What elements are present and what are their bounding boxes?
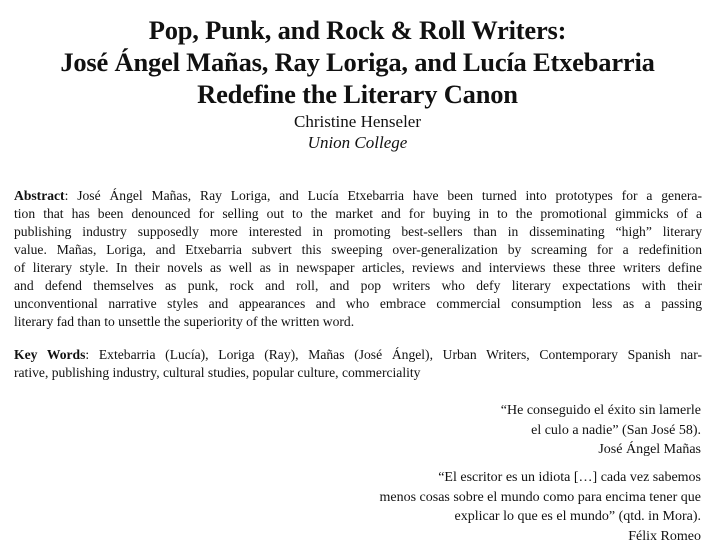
keywords-paragraph [14,346,702,382]
abstract-paragraph [14,187,702,331]
author-name: Christine Henseler [294,112,421,131]
abstract-label: Abstract [14,188,65,203]
author-affiliation: Union College [307,133,408,152]
epigraph-1-line-2: el culo a nadie” (San José 58). [531,422,701,438]
keywords-label: Key Words [14,347,86,362]
epigraph-2 [379,468,701,546]
abstract-line-1 [14,187,702,205]
epigraph-2-attribution: Félix Romeo [628,528,701,544]
title-line-3: Redefine the Literary Canon [197,79,518,109]
abstract-line-1-text: : José Ángel Mañas, Ray Loriga, and Lucía Etxebarria have been turned into prototypes for a genera- [64,188,702,203]
abstract-line-7: unconventional narrative styles and appearances and who embrace commercial consumption less as a passing [14,296,702,311]
abstract-line-3: publishing industry supposedly more interested in promoting best-sellers than in disseminating “high” literary [14,224,702,239]
epigraph-2-line-1: “El escritor es un idiota […] cada vez sabemos [438,470,701,485]
keywords-line-2: rative, publishing industry, cultural studies, popular culture, commerciality [14,365,421,380]
epigraph-1-line-1: “He conseguido el éxito sin lamerle [500,403,701,418]
epigraph-2-line-2: menos cosas sobre el mundo como para encima tener que [379,489,701,505]
epigraph-1-attribution: José Ángel Mañas [598,442,701,457]
keywords-line-1 [14,346,702,364]
title-line-2: José Ángel Mañas, Ray Loriga, and Lucía Etxebarria [60,47,655,77]
abstract-line-2: tion that has been denounced for selling out to the market and for buying in to the promotional gimmicks of a [14,206,702,221]
abstract-line-6: and defend themselves as punk, rock and roll, and pop writers who defy literary expectations with their [14,278,702,293]
abstract-line-8: literary fad than to unsettle the superiority of the written word. [14,314,355,329]
epigraph-1 [501,401,701,460]
title-line-1: Pop, Punk, and Rock & Roll Writers: [148,15,567,45]
epigraph-2-line-3: explicar lo que es el mundo” (qtd. in Mora). [454,509,701,524]
abstract-line-5: of literary style. In their novels as well as in newspaper articles, reviews and interviews these three writers define [14,260,702,275]
abstract-line-4: value. Mañas, Loriga, and Etxebarria subvert this sweeping over-generalization by screaming for a redefinition [14,242,702,257]
keywords-line-1-text: : Extebarria (Lucía), Loriga (Ray), Mañas (José Ángel), Urban Writers, Contemporary Spanish nar- [85,347,702,362]
